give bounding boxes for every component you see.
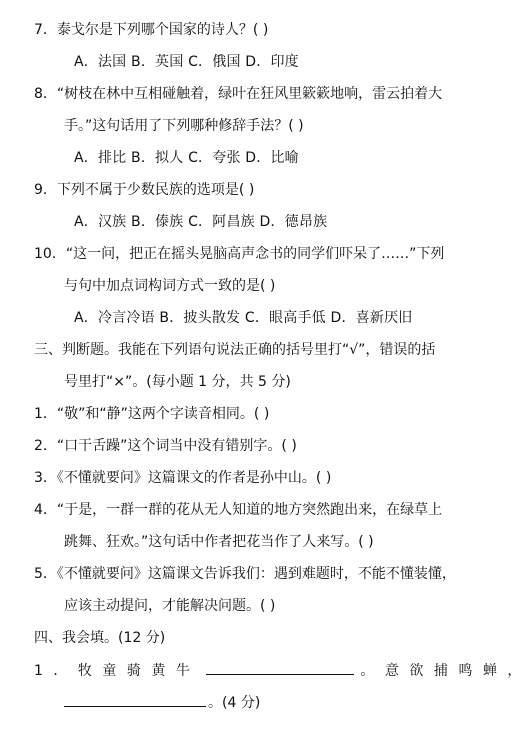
question-7: 7．泰戈尔是下列哪个国家的诗人？( ) [34, 22, 269, 38]
judgment-1: 1．“敬”和“静”这两个字读音相同。( ) [34, 406, 270, 422]
question-10-line2: 与句中加点词构词方式一致的是( ) [64, 278, 276, 294]
judgment-5-line1: 5．《不懂就要问》这篇课文告诉我们：遇到难题时，不能不懂装懂， [34, 566, 456, 582]
section-4-title: 四、我会填。(12 分) [34, 630, 166, 646]
judgment-3: 3．《不懂就要问》这篇课文的作者是孙中山。( ) [34, 470, 332, 486]
question-8-line1: 8．“树枝在林中互相碰触着，绿叶在狂风里簌簌地响，雷云拍着大 [34, 86, 443, 102]
fill-blank-1[interactable] [206, 660, 354, 675]
fill-1-line2 [64, 692, 260, 712]
fill-1-line1 [34, 660, 532, 680]
judgment-5-line2: 应该主动提问，才能解决问题。( ) [64, 598, 276, 614]
fill-blank-2[interactable] [64, 692, 206, 707]
question-10-line1: 10．“这一问，把正在摇头晃脑高声念书的同学们吓呆了……”下列 [34, 246, 445, 262]
judgment-4-line2: 跳舞、狂欢。”这句话中作者把花当作了人来写。( ) [64, 534, 374, 550]
question-9: 9．下列不属于少数民族的选项是( ) [34, 182, 255, 198]
fill-1-middle: 。意欲捕鸣蝉， [360, 663, 532, 679]
fill-1-suffix: 。(4 分) [208, 695, 261, 711]
section-3-title-line1: 三、判断题。我能在下列语句说法正确的括号里打“√”，错误的括 [34, 342, 436, 358]
question-9-options: A．汉族 B．傣族 C．阿昌族 D．德昂族 [74, 214, 328, 230]
question-7-options: A．法国 B．英国 C．俄国 D．印度 [74, 54, 299, 70]
question-8-line2: 手。”这句话用了下列哪种修辞手法？( ) [64, 118, 304, 134]
judgment-4-line1: 4．“于是，一群一群的花从无人知道的地方突然跑出来，在绿草上 [34, 502, 443, 518]
question-8-options: A．排比 B．拟人 C．夸张 D．比喻 [74, 150, 299, 166]
question-10-options: A．冷言冷语 B．披头散发 C．眼高手低 D．喜新厌旧 [74, 310, 413, 326]
fill-1-prefix: 1．牧童骑黄牛 [34, 663, 201, 679]
judgment-2: 2．“口干舌躁”这个词当中没有错别字。( ) [34, 438, 297, 454]
section-3-title-line2: 号里打“×”。(每小题 1 分，共 5 分) [64, 374, 291, 390]
